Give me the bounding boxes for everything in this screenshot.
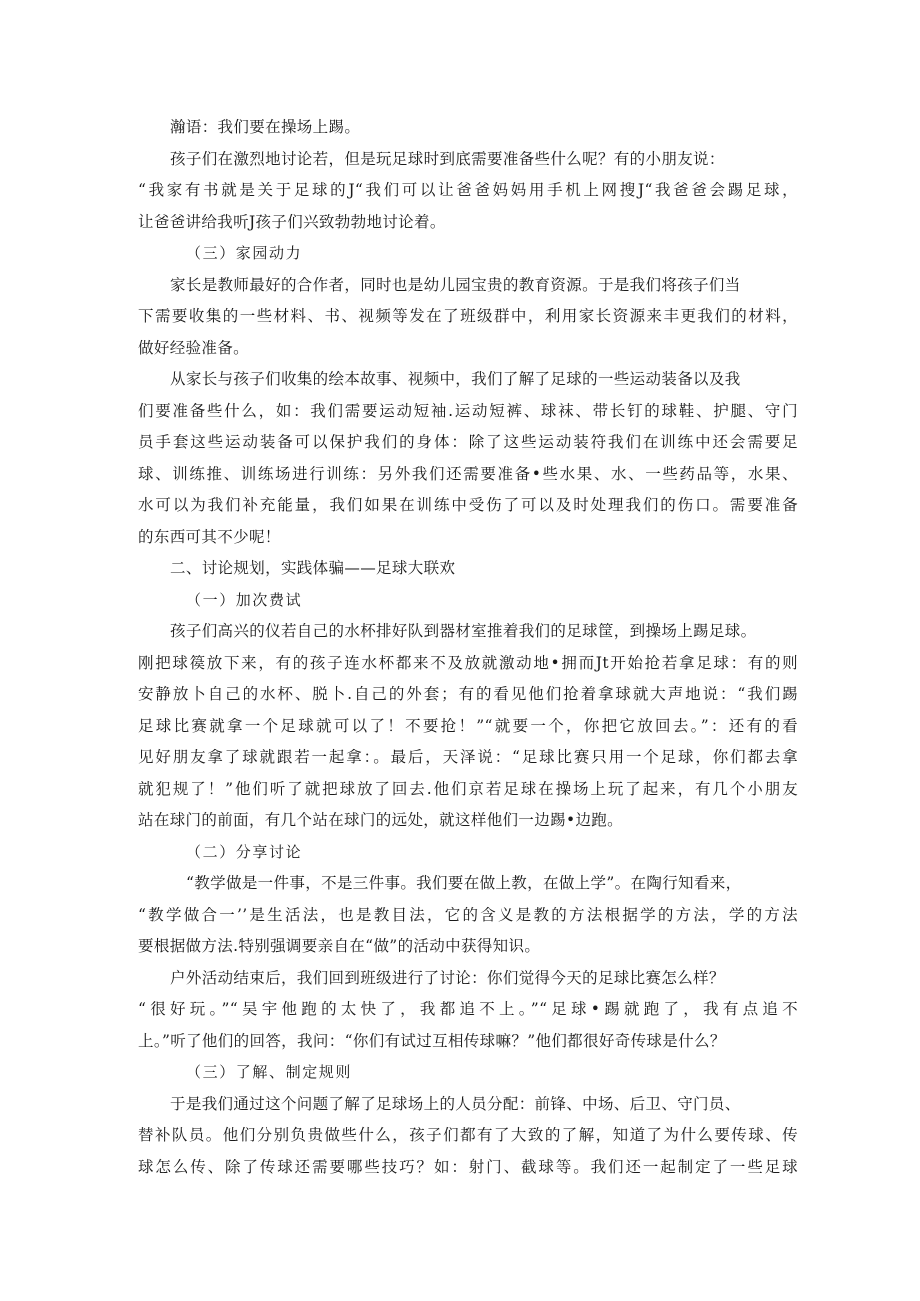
- paragraph-line: “教学做是一件事，不是三件事。我们要在做上教，在做上学”。在陶行知看来，: [186, 874, 742, 892]
- paragraph-line: 户外活动结束后，我们回到班级进行了讨论：你们觉得今天的足球比赛怎么样？: [170, 968, 725, 987]
- paragraph-line: 下需要收集的一些材料、书、视频等发在了班级群中，利用家长资源来丰更我们的材料，: [138, 307, 798, 325]
- paragraph-line: 站在球门的前面，有几个站在球门的远处，就这样他们一边踢•边跑。: [138, 811, 623, 829]
- paragraph-line: 们要准备些什么，如：我们需要运动短袖.运动短裤、球袜、带长钉的球鞋、护腿、守门: [138, 401, 798, 420]
- paragraph-line: 做好经验准备。: [138, 338, 249, 357]
- paragraph-line: 刚把球篌放下来，有的孩子连水杯都来不及放就激动地•拥而Jt开始抢若拿足球：有的则: [138, 653, 798, 672]
- paragraph-line: 就犯规了！”他们听了就把球放了回去.他们京若足球在操场上玩了起来，有几个小朋友: [138, 779, 798, 798]
- paragraph-line: 安静放卜自己的水杯、脱卜.自己的外套；有的看见他们抢着拿球就大声地说：“我们踢: [138, 685, 798, 703]
- paragraph-line: 要根据做方法.特别强调要亲自在“做”的活动中获得知识。: [138, 937, 541, 955]
- paragraph-line: 让爸爸讲给我听J孩子们兴致勃勃地讨论着。: [138, 212, 446, 231]
- paragraph-line: 瀚语：我们要在操场上踢。: [170, 118, 361, 136]
- paragraph-line: 孩子们在激烈地讨论若，但是玩足球时到底需要准备些什么呢？有的小朋友说：: [170, 149, 725, 168]
- paragraph-line: “很好玩。”“吴宇他跑的太快了，我都追不上。”“足球•踢就跑了，我有点追不: [138, 1000, 798, 1018]
- paragraph-line: 从家长与孩子们收集的绘本故事、视频中，我们了解了足球的一些运动装备以及我: [170, 370, 741, 388]
- paragraph-line: 球、训练推、训练场进行训练：另外我们还需要准备•些水果、水、一些药品等，水果、: [138, 464, 798, 483]
- section-heading: （二）分享讨论: [186, 842, 303, 861]
- paragraph-line: 家长是教师最好的合作者，同时也是幼儿园宝贵的教育资源。于是我们将孩子们当: [170, 275, 741, 294]
- section-heading: （三）家园动力: [186, 244, 303, 262]
- paragraph-line: 替补队员。他们分别负贵做些什么，孩子们都有了大致的了解，知道了为什么要传球、传: [138, 1126, 798, 1144]
- section-heading: （三）了解、制定规则: [186, 1063, 353, 1081]
- paragraph-line: “教学做合一’’是生活法，也是教目法，它的含义是教的方法根据学的方法，学的方法: [138, 905, 798, 924]
- paragraph-line: 上。”听了他们的回答，我问：“你们有试过互相传球嘛？”他们都很好奇传球是什么？: [138, 1031, 726, 1050]
- paragraph-line: 孩子们高兴的仪若自己的水杯排好队到器材室推着我们的足球筐，到操场上踢足球。: [170, 622, 757, 640]
- paragraph-line: “我家有书就是关于足球的J“我们可以让爸爸妈妈用手机上网搜J“我爸爸会踢足球，: [138, 181, 798, 199]
- document-body: [138, 112, 798, 1183]
- paragraph-line: 球怎么传、除了传球还需要哪些技巧？如：射门、截球等。我们还一起制定了一些足球: [138, 1157, 798, 1176]
- paragraph-line: 见好朋友拿了球就跟若一起拿：。最后，天泽说：“足球比赛只用一个足球，你们都去拿: [138, 748, 798, 766]
- section-heading: （一）加次费试: [186, 590, 303, 609]
- section-title: 二、讨论规划，实践体骗——足球大联欢: [170, 559, 456, 577]
- paragraph-line: 水可以为我们补充能量，我们如果在训练中受伤了可以及时处理我们的伤口。需要准备: [138, 496, 798, 514]
- paragraph-line: 的东西可其不少呢！: [138, 527, 281, 546]
- paragraph-line: 足球比赛就拿一个足球就可以了！不要抢！”“就要一个，你把它放回去。”：还有的看: [138, 716, 798, 735]
- paragraph-line: 于是我们通过这个问题了解了足球场上的人员分配：前锋、中场、后卫、守门员、: [170, 1094, 741, 1113]
- paragraph-line: 员手套这些运动装备可以保护我们的身体：除了这些运动装符我们在训练中还会需要足: [138, 433, 798, 451]
